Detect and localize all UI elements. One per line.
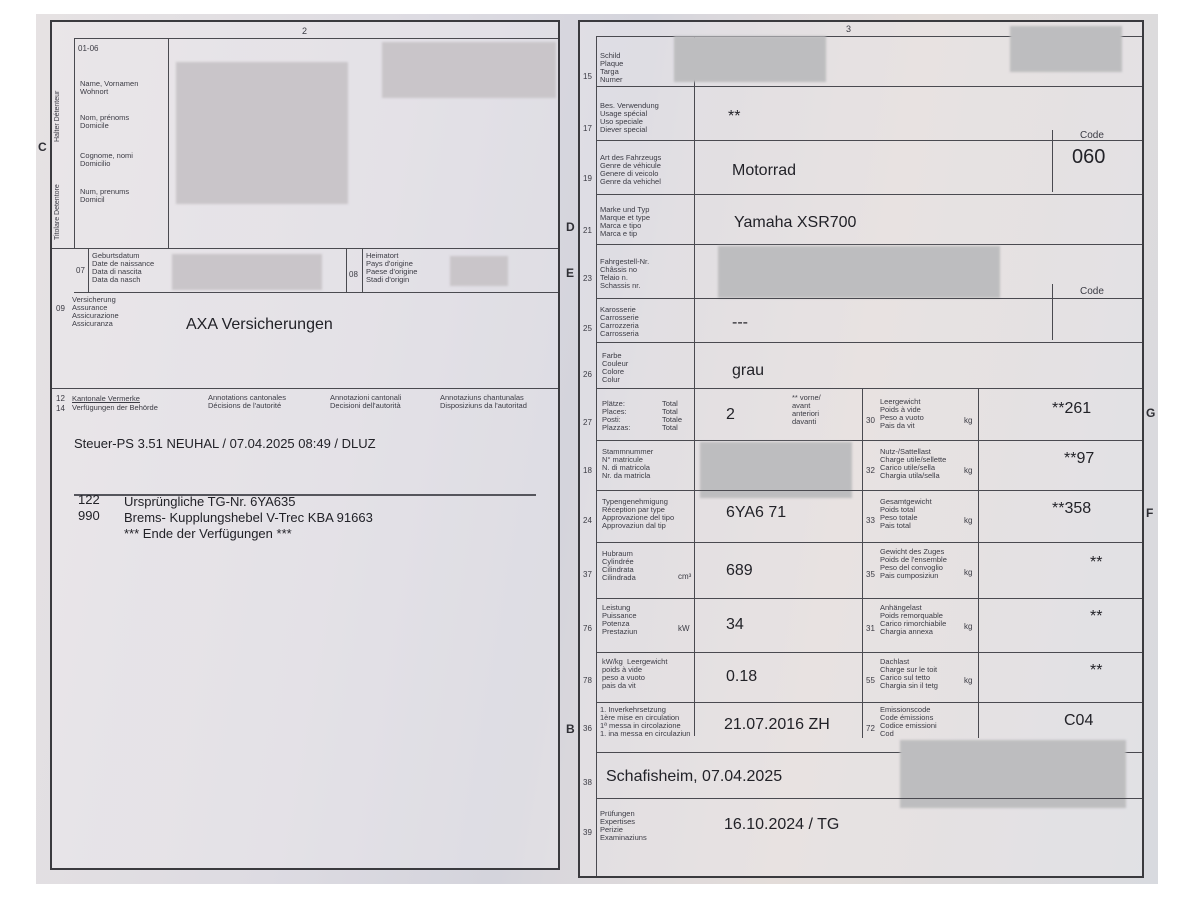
master-number-label: Stammnummer N° matricule N. di matricola Nr. da matricla xyxy=(602,447,654,480)
inspections-label: Prüfungen Expertises Perizie Examinaziuns xyxy=(600,809,647,842)
row-09-number: 09 xyxy=(56,304,65,313)
emission-code-label: Emissionscode Code émissions Codice emissioni Cod xyxy=(880,705,937,738)
row-26-number: 26 xyxy=(583,370,592,379)
row-08-number: 08 xyxy=(349,270,358,279)
redacted-top-strip xyxy=(382,42,556,98)
displacement-unit: cm³ xyxy=(678,572,692,581)
holder-label-rm: Num, prenums Domicil xyxy=(80,187,130,204)
row-36-number: 36 xyxy=(583,724,592,733)
vehicle-kind-value: Motorrad xyxy=(732,162,797,179)
payload-unit: kg xyxy=(964,466,973,475)
row-01-number: 01-06 xyxy=(78,44,99,53)
section-letter-g: G xyxy=(1146,406,1156,420)
train-weight-value: ** xyxy=(1090,554,1103,571)
end-of-decisions: *** Ende der Verfügungen *** xyxy=(124,526,292,541)
displacement-label: Hubraum Cylindrée Cilindrata Cilindrada xyxy=(602,549,636,582)
first-registration-label: 1. Inverkehrsetzung 1ère mise en circulation 1ª messa in circolazione 1. ina messa en circulaziun xyxy=(600,705,691,738)
color-value: grau xyxy=(732,362,765,379)
right-page xyxy=(566,20,1156,878)
row-35-number: 35 xyxy=(866,570,875,579)
body-code-label: Code xyxy=(1080,286,1104,297)
power-unit: kW xyxy=(678,624,690,633)
holder-side-label-it: Titolare Detentore xyxy=(54,184,61,240)
row-17-number: 17 xyxy=(583,124,592,133)
plate-label: Schild Plaque Targa Numer xyxy=(600,51,624,84)
row-31-number: 31 xyxy=(866,624,875,633)
trailer-load-unit: kg xyxy=(964,622,973,631)
row-38-number: 38 xyxy=(583,778,592,787)
holder-label-de: Name, Vornamen Wohnort xyxy=(80,79,139,96)
row-32-number: 32 xyxy=(866,466,875,475)
empty-weight-unit: kg xyxy=(964,416,973,425)
total-weight-value: **358 xyxy=(1052,500,1092,517)
section-letter-c: C xyxy=(38,140,47,154)
seats-total-label: Total Total Totale Total xyxy=(662,399,683,432)
total-weight-label: Gesamtgewicht Poids total Peso totale Pais total xyxy=(880,497,932,530)
insurance-value: AXA Versicherungen xyxy=(186,316,333,333)
row-76-number: 76 xyxy=(583,624,592,633)
row-07-number: 07 xyxy=(76,266,85,275)
place-date-value: Schafisheim, 07.04.2025 xyxy=(606,768,783,785)
displacement-value: 689 xyxy=(726,562,753,579)
type-approval-label: Typengenehmigung Réception par type Approvazione del tipo Approvaziun dal tip xyxy=(602,497,675,530)
body-label: Karosserie Carrosserie Carrozzeria Carrosseria xyxy=(600,305,639,338)
row-30-number: 30 xyxy=(866,416,875,425)
vehicle-code-label: Code xyxy=(1080,130,1104,141)
train-weight-label: Gewicht des Zuges Poids de l'ensemble Peso del convoglio Pais cumposiziun xyxy=(880,547,947,580)
color-label: Farbe Couleur Colore Colur xyxy=(602,351,629,384)
left-page xyxy=(38,20,560,870)
section-letter-e: E xyxy=(566,266,575,280)
entry-990-code: 990 xyxy=(78,508,100,523)
tax-line: Steuer-PS 3.51 NEUHAL / 07.04.2025 08:49 / DLUZ xyxy=(74,436,376,451)
redacted-birth-date xyxy=(172,254,322,290)
payload-value: **97 xyxy=(1064,450,1095,467)
trailer-load-label: Anhängelast Poids remorquable Carico rimorchiabile Chargia annexa xyxy=(880,603,947,636)
document-photo xyxy=(36,14,1158,884)
row-37-number: 37 xyxy=(583,570,592,579)
section-letter-f: F xyxy=(1146,506,1154,520)
trailer-load-value: ** xyxy=(1090,608,1103,625)
section-letter-b: B xyxy=(566,722,575,736)
body-value: --- xyxy=(732,314,748,331)
inspections-value: 16.10.2024 / TG xyxy=(724,816,840,833)
power-weight-label: kW/kg Leergewicht poids à vide peso a vuoto pais da vit xyxy=(602,657,668,690)
insurance-label: Versicherung Assurance Assicurazione Assicuranza xyxy=(72,295,119,328)
annotation-col-fr: Annotations cantonales Décisions de l'autorité xyxy=(208,393,286,410)
row-15-number: 15 xyxy=(583,72,592,81)
payload-label: Nutz-/Sattellast Charge utile/sellette Carico utile/sella Chargia utila/sella xyxy=(880,447,947,480)
vehicle-code-value: 060 xyxy=(1072,146,1106,168)
make-type-value: Yamaha XSR700 xyxy=(734,214,857,231)
row-78-number: 78 xyxy=(583,676,592,685)
seats-value: 2 xyxy=(726,406,735,423)
power-label: Leistung Puissance Potenza Prestaziun xyxy=(602,603,638,636)
row-19-number: 19 xyxy=(583,174,592,183)
row-23-number: 23 xyxy=(583,274,592,283)
cantonal-notes-label: Kantonale Vermerke xyxy=(72,394,140,403)
origin-label: Heimatort Pays d'origine Paese d'origine Stadi d'origin xyxy=(366,251,418,284)
row-21-number: 21 xyxy=(583,226,592,235)
redacted-plate-top-right xyxy=(1010,26,1122,72)
redacted-holder-name xyxy=(176,62,348,204)
row-72-number: 72 xyxy=(866,724,875,733)
seats-front-label: ** vorne/ avant anteriori davanti xyxy=(792,393,821,426)
page-number-right: 3 xyxy=(846,24,852,34)
row-24-number: 24 xyxy=(583,516,592,525)
authority-decisions-label: Verfügungen der Behörde xyxy=(72,403,158,412)
entry-122-text: Ursprüngliche TG-Nr. 6YA635 xyxy=(124,494,296,509)
holder-label-fr: Nom, prénoms Domicile xyxy=(80,113,130,130)
row-33-number: 33 xyxy=(866,516,875,525)
special-use-label: Bes. Verwendung Usage spécial Uso speciale Diever special xyxy=(600,101,659,134)
empty-weight-value: **261 xyxy=(1052,400,1092,417)
empty-weight-label: Leergewicht Poids à vide Peso a vuoto Pais da vit xyxy=(880,397,924,430)
redacted-chassis-number xyxy=(718,246,1000,298)
section-letter-d: D xyxy=(566,220,575,234)
total-weight-unit: kg xyxy=(964,516,973,525)
first-registration-value: 21.07.2016 ZH xyxy=(724,716,830,733)
emission-code-value: C04 xyxy=(1064,712,1094,729)
annotation-col-rm: Annotaziuns chantunalas Disposiziuns da l'autoritad xyxy=(440,393,527,410)
row-18-number: 18 xyxy=(583,466,592,475)
row-55-number: 55 xyxy=(866,676,875,685)
row-14-number: 14 xyxy=(56,404,65,413)
row-39-number: 39 xyxy=(583,828,592,837)
seats-label: Plätze: Places: Posti: Plazzas: xyxy=(602,399,631,432)
birth-date-label: Geburtsdatum Date de naissance Data di nascita Data da nasch xyxy=(92,251,155,284)
holder-side-label-de: Halter Détenteur xyxy=(54,90,61,142)
power-value: 34 xyxy=(726,616,744,633)
redacted-origin xyxy=(450,256,508,286)
roof-load-label: Dachlast Charge sur le toit Carico sul tetto Chargia sin il tetg xyxy=(880,657,938,690)
vehicle-kind-label: Art des Fahrzeugs Genre de véhicule Genere di veicolo Genre da vehichel xyxy=(600,153,662,186)
entry-990-text: Brems- Kupplungshebel V-Trec KBA 91663 xyxy=(124,510,373,525)
row-25-number: 25 xyxy=(583,324,592,333)
special-use-value: ** xyxy=(728,108,741,125)
entry-122-code: 122 xyxy=(78,492,100,507)
type-approval-value: 6YA6 71 xyxy=(726,504,787,521)
power-weight-value: 0.18 xyxy=(726,668,758,685)
chassis-label: Fahrgestell-Nr. Châssis no Telaio n. Schassis nr. xyxy=(600,257,650,290)
train-weight-unit: kg xyxy=(964,568,973,577)
holder-label-it: Cognome, nomi Domicilio xyxy=(80,151,133,168)
annotation-col-it: Annotazioni cantonali Decisioni dell'autorità xyxy=(330,393,402,410)
roof-load-value: ** xyxy=(1090,662,1103,679)
row-12-number: 12 xyxy=(56,394,65,403)
page-number-left: 2 xyxy=(302,26,308,36)
make-type-label: Marke und Typ Marque et type Marca e tipo Marca e tip xyxy=(600,205,651,238)
row-27-number: 27 xyxy=(583,418,592,427)
roof-load-unit: kg xyxy=(964,676,973,685)
redacted-plate xyxy=(674,36,826,82)
